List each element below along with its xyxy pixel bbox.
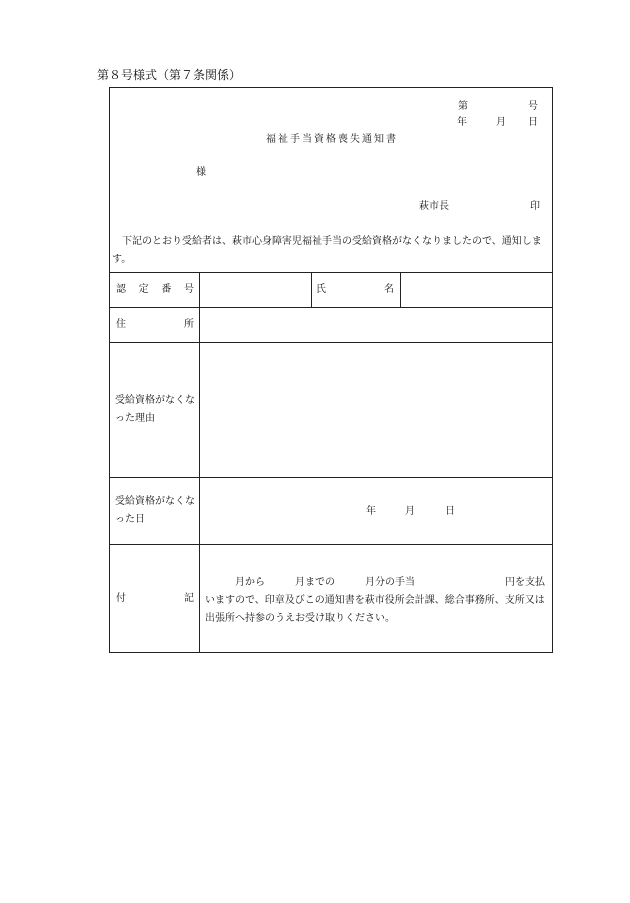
name-value[interactable] [401,273,551,306]
seal-mark: 印 [530,201,540,212]
date-day: 日 [528,117,538,128]
lost-date-month: 月 [405,506,415,517]
name-label: 氏 名 [316,284,394,295]
address-label: 住 所 [116,319,194,330]
lost-date-year: 年 [366,506,376,517]
form-label: 第８号様式（第７条関係） [97,68,242,82]
date-label: 受給資格がなくなった日 [115,496,195,525]
document-title: 福祉手当資格喪失通知書 [266,134,398,145]
date-month: 月 [496,117,506,128]
note-label: 付 記 [116,593,194,604]
cert-number-value[interactable] [200,273,310,306]
notice-frame [109,87,553,653]
note-text: 月から 月までの 月分の手当 円を支払いますので、印章及びこの通知書を萩市役所会計課、総合事務所、支所又は出張所へ持参のうえお受け取りください。 [205,577,545,624]
date-year: 年 [457,117,467,128]
addressee-suffix: 様 [196,167,206,178]
lost-date-day: 日 [445,506,455,517]
number-prefix: 第 [458,101,468,112]
number-suffix: 号 [528,101,538,112]
reason-value[interactable] [200,343,551,476]
issuer-name: 萩市長 [419,201,449,212]
cert-number-label: 認 定 番 号 [116,284,194,295]
address-value[interactable] [200,308,551,341]
reason-label: 受給資格がなくなった理由 [115,395,195,424]
body-text: 下記のとおり受給者は、萩市心身障害児福祉手当の受給資格がなくなりましたので、通知します。 [112,236,542,265]
